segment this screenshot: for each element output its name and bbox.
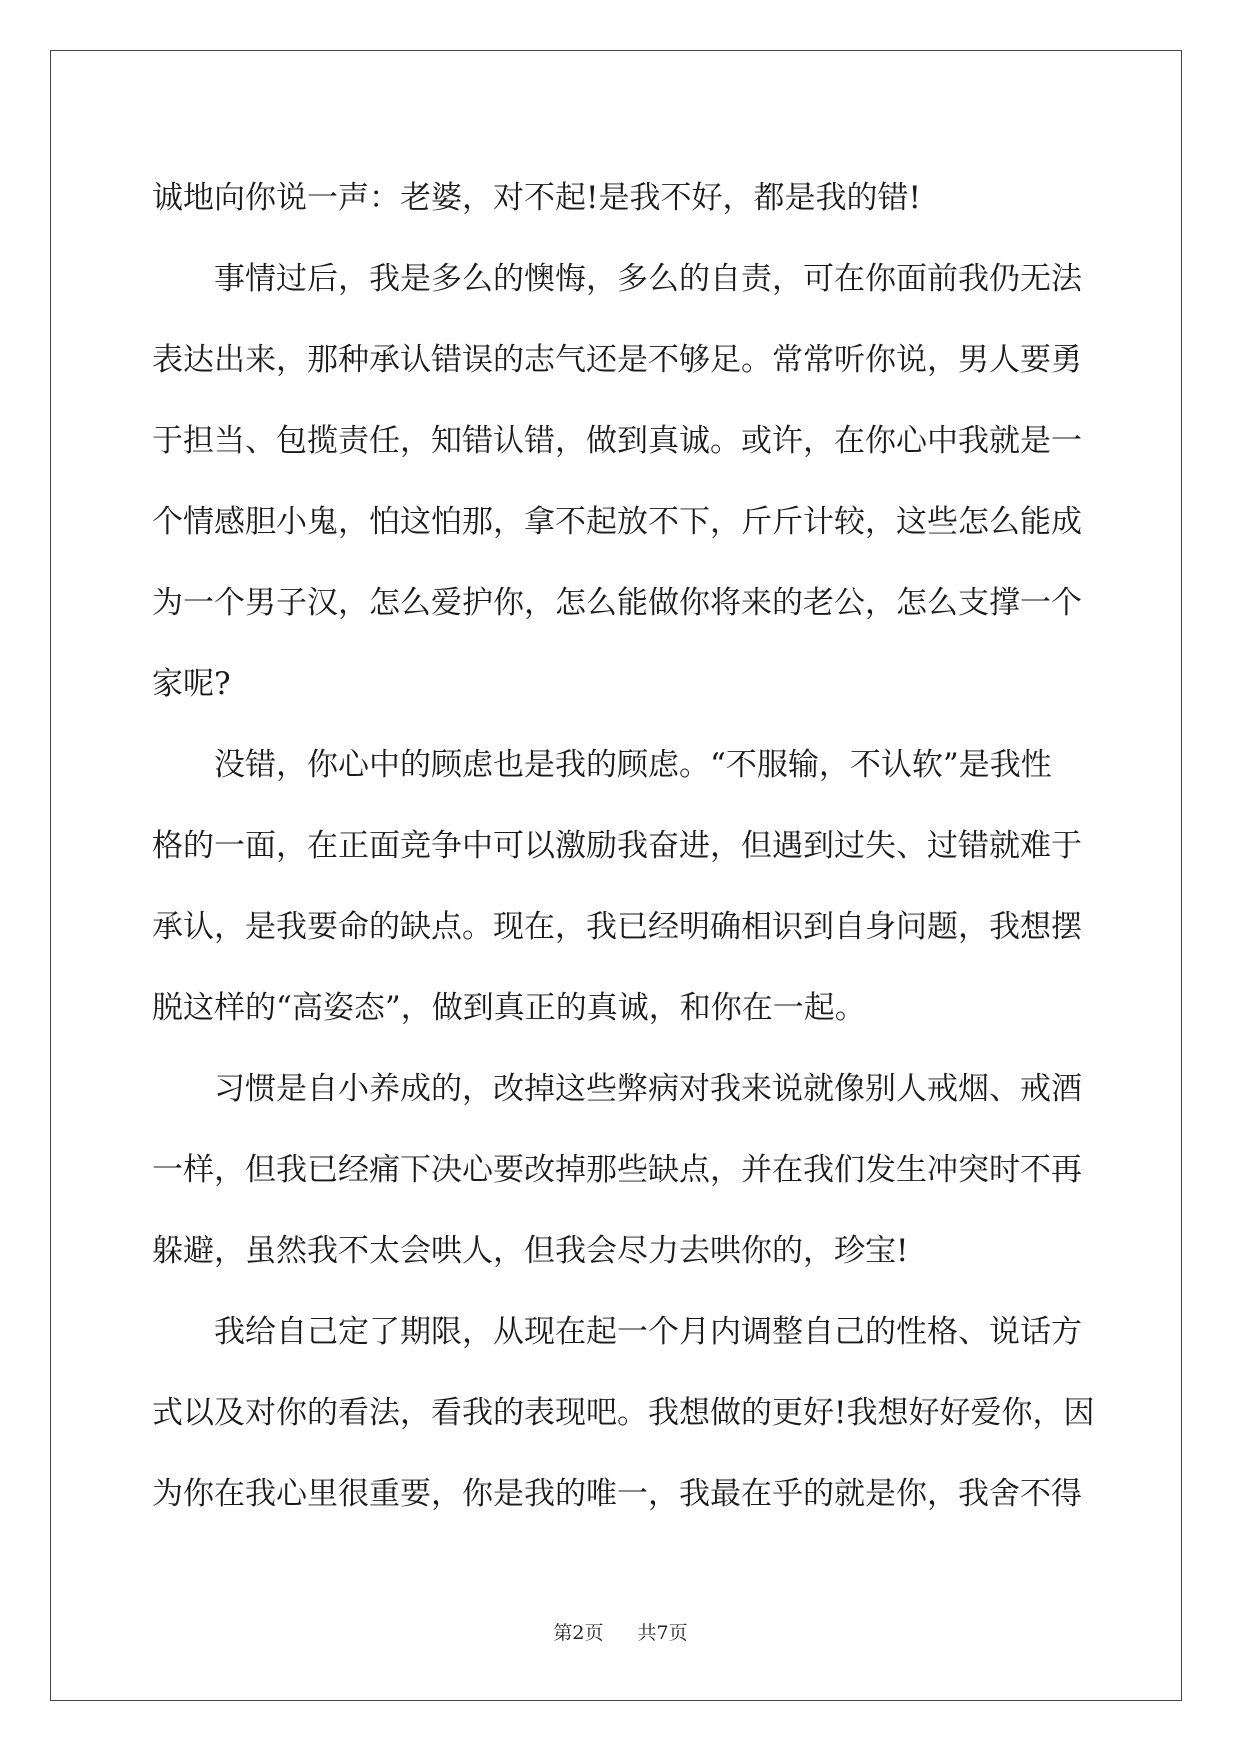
text-line: 格的一面，在正面竞争中可以激励我奋进，但遇到过失、过错就难于 — [152, 828, 1082, 864]
text-line: 为你在我心里很重要，你是我的唯一，我最在乎的就是你，我舍不得 — [152, 1476, 1082, 1512]
text-line: 诚地向你说一声：老婆，对不起!是我不好，都是我的错! — [152, 180, 921, 216]
text-line: 式以及对你的看法，看我的表现吧。我想做的更好!我想好好爱你，因 — [152, 1395, 1095, 1431]
page-total: 共7页 — [637, 1622, 688, 1644]
text-line: 个情感胆小鬼，怕这怕那，拿不起放不下，斤斤计较，这些怎么能成 — [152, 504, 1082, 540]
text-line: 一样，但我已经痛下决心要改掉那些缺点，并在我们发生冲突时不再 — [152, 1152, 1082, 1188]
text-line: 承认，是我要命的缺点。现在，我已经明确相识到自身问题，我想摆 — [152, 909, 1082, 945]
text-line: 于担当、包揽责任，知错认错，做到真诚。或许，在你心中我就是一 — [152, 423, 1082, 459]
text-line: 躲避，虽然我不太会哄人，但我会尽力去哄你的，珍宝! — [152, 1233, 909, 1269]
text-line: 习惯是自小养成的，改掉这些弊病对我来说就像别人戒烟、戒酒 — [214, 1071, 1082, 1107]
text-line: 为一个男子汉，怎么爱护你，怎么能做你将来的老公，怎么支撑一个 — [152, 585, 1082, 621]
text-line: 表达出来，那种承认错误的志气还是不够足。常常听你说，男人要勇 — [152, 342, 1082, 378]
page-number: 第2页 — [553, 1622, 604, 1644]
document-body — [152, 158, 1095, 1535]
text-line: 没错，你心中的顾虑也是我的顾虑。“不服输，不认软”是我性 — [214, 747, 1052, 783]
text-line: 我给自己定了期限，从现在起一个月内调整自己的性格、说话方 — [214, 1314, 1082, 1350]
page-footer — [0, 1618, 1241, 1645]
text-line: 脱这样的“高姿态”，做到真正的真诚，和你在一起。 — [152, 990, 866, 1026]
text-line: 事情过后，我是多么的懊悔，多么的自责，可在你面前我仍无法 — [214, 261, 1082, 297]
text-line: 家呢? — [152, 666, 231, 702]
